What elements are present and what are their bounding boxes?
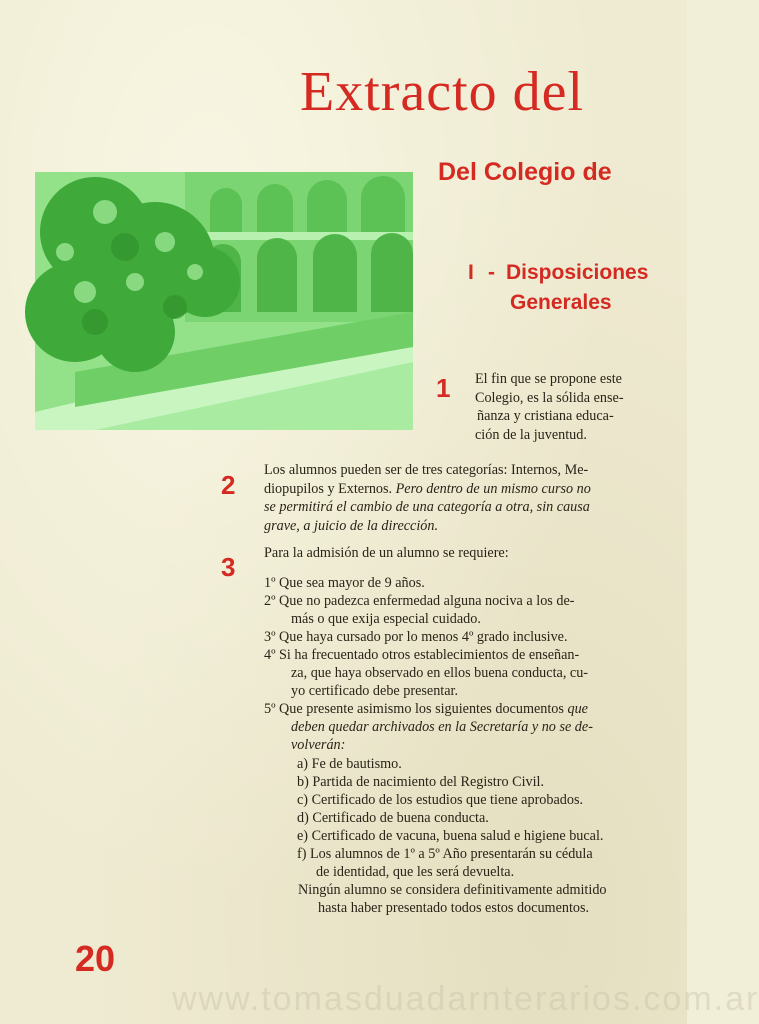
closing-line1: Ningún alumno se considera definitivamente admitido (298, 882, 607, 898)
item-2-line2-italic: Pero dentro de un mismo curso no (395, 480, 591, 497)
section-number: I (468, 261, 474, 284)
requirement-5-line1-normal: 5º Que presente asimismo los siguientes documentos (264, 701, 568, 717)
document-e: e) Certificado de vacuna, buena salud e higiene bucal. (297, 828, 604, 844)
item-1-line: ción de la juventud. (475, 426, 587, 443)
requirement-1: 1º Que sea mayor de 9 años. (264, 575, 425, 591)
item-2-line3: se permitirá el cambio de una categoría a otra, sin causa (264, 499, 590, 515)
page-title: Extracto del (300, 61, 585, 123)
page-subtitle: Del Colegio de (438, 158, 612, 186)
watermark: www.tomasduadarnterarios.com.ar (172, 980, 759, 1018)
document-f-line1: f) Los alumnos de 1º a 5º Año presentarán su cédula (297, 846, 593, 862)
document-a: a) Fe de bautismo. (297, 756, 402, 772)
requirement-3: 3º Que haya cursado por lo menos 4º grado inclusive. (264, 629, 568, 645)
requirement-4-line2: za, que haya observado en ellos buena conducta, cu- (291, 665, 589, 681)
courtyard-arches-icon (35, 172, 413, 430)
requirement-5-line2: deben quedar archivados en la Secretaría y no se de- (291, 719, 593, 735)
item-1-text (475, 370, 675, 444)
section-heading-line2: Generales (510, 291, 612, 314)
item-2-numeral: 2 (221, 470, 236, 500)
requirement-2-line2: más o que exija especial cuidado. (291, 611, 481, 627)
item-2-line1: Los alumnos pueden ser de tres categorías: Internos, Me- (264, 462, 589, 478)
item-2-line2-normal: diopupilos y Externos. (264, 480, 396, 497)
courtyard-photo (35, 172, 413, 430)
item-2-line2 (264, 480, 664, 499)
section-heading-line1: Disposiciones (506, 261, 649, 284)
item-1-line: Colegio, es la sólida ense- (475, 389, 624, 406)
item-1-line: ñanza y cristiana educa- (477, 408, 614, 424)
section-dash: - (488, 261, 495, 284)
requirement-5-line1 (264, 701, 588, 718)
item-1-numeral: 1 (436, 373, 451, 403)
requirement-4-line1: 4º Si ha frecuentado otros establecimientos de enseñan- (264, 647, 580, 663)
item-1-line: El fin que se propone este (475, 371, 622, 387)
requirement-5-line1-italic: que (567, 701, 588, 717)
requirement-2-line1: 2º Que no padezca enfermedad alguna nociva a los de- (264, 593, 575, 609)
item-2-text (264, 461, 664, 535)
document-c: c) Certificado de los estudios que tiene aprobados. (297, 792, 584, 808)
page-number: 20 (75, 938, 116, 979)
closing-line2: hasta haber presentado todos estos documentos. (318, 900, 590, 916)
requirement-5-line3: volverán: (291, 737, 346, 753)
document-b: b) Partida de nacimiento del Registro Civil. (297, 774, 545, 790)
requirement-4-line3: yo certificado debe presentar. (291, 683, 459, 699)
document-d: d) Certificado de buena conducta. (297, 810, 489, 826)
item-3-numeral: 3 (221, 552, 236, 582)
item-3-intro: Para la admisión de un alumno se requiere: (264, 545, 509, 561)
document-f-line2: de identidad, que les será devuelta. (316, 864, 515, 880)
item-2-line4: grave, a juicio de la dirección. (264, 517, 439, 534)
